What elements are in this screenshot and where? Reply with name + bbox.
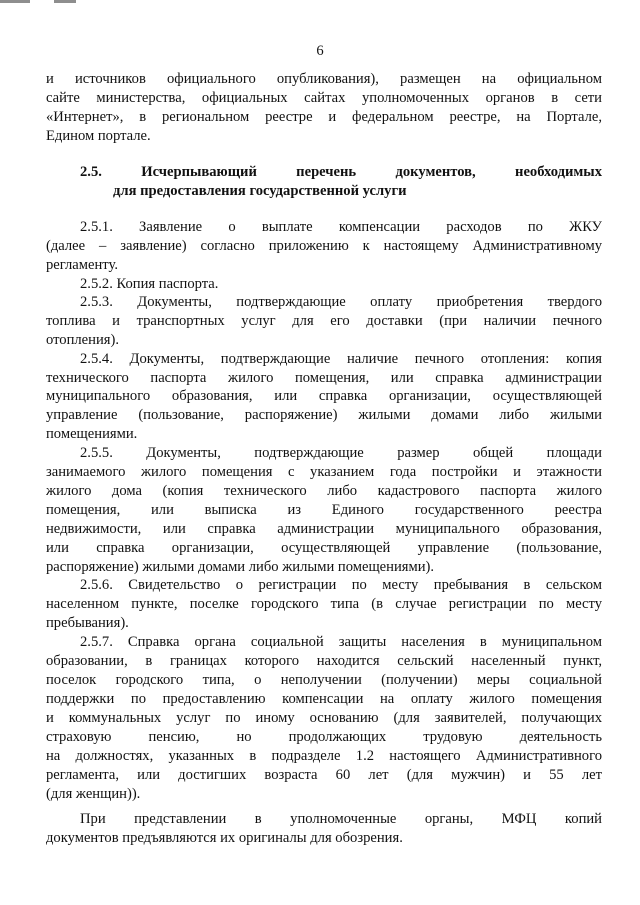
list-item-line: на должностях, указанных в подразделе 1.2 настоящего Административного — [46, 748, 602, 764]
text-line: Едином портале. — [46, 128, 151, 144]
section-heading: 2.5. Исчерпывающий перечень документов, необходимых — [80, 164, 602, 180]
list-item-line: 2.5.4. Документы, подтверждающие наличие печного отопления: копия — [80, 351, 602, 367]
text-line: сайте министерства, официальных сайтах уполномоченных органов в сети — [46, 90, 602, 106]
list-item-line: помещениями. — [46, 426, 138, 442]
list-item-line: распоряжение) жилыми домами либо жилыми помещениями). — [46, 559, 435, 575]
list-item-line: и коммунальных услуг по иному основанию (для заявителей, получающих — [46, 710, 602, 726]
text-line: При представлении в уполномоченные органы, МФЦ копий — [80, 811, 602, 827]
list-item-line: отопления). — [46, 332, 119, 348]
list-item-line: занимаемого жилого помещения с указанием года постройки и этажности — [46, 464, 602, 480]
scan-edge-mark — [0, 0, 30, 3]
list-item-line: 2.5.5. Документы, подтверждающие размер общей площади — [80, 445, 602, 461]
list-item-line: помещения, или выписка из Единого государственного реестра — [46, 502, 602, 518]
list-item-line: или справка организации, осуществляющей управление (пользование, — [46, 540, 602, 556]
list-item-line: (для женщин)). — [46, 786, 141, 802]
text-line: «Интернет», в региональном реестре и федеральном реестре, на Портале, — [46, 109, 602, 125]
page-number: 6 — [316, 43, 324, 59]
list-item-line: (далее – заявление) согласно приложению к настоящему Административному — [46, 238, 602, 254]
text-line: документов предъявляются их оригиналы для обозрения. — [46, 830, 403, 846]
text-line: и источников официального опубликования), размещен на официальном — [46, 71, 602, 87]
list-item-line: образовании, в границах которого находится сельский населенный пункт, — [46, 653, 602, 669]
list-item-line: пребывания). — [46, 615, 129, 631]
list-item-line: управление (пользование, распоряжение) жилыми домами либо жилыми — [46, 407, 602, 423]
list-item-line: страховую пенсию, но продолжающих трудовую деятельность — [46, 729, 602, 745]
list-item-line: регламенту. — [46, 257, 118, 273]
list-item-line: технического паспорта жилого помещения, или справка администрации — [46, 370, 602, 386]
list-item-line: недвижимости, или справка администрации муниципального образования, — [46, 521, 602, 537]
list-item-line: жилого дома (копия технического либо кадастрового паспорта жилого — [46, 483, 602, 499]
list-item-line: 2.5.1. Заявление о выплате компенсации расходов по ЖКУ — [80, 219, 602, 235]
list-item-line: 2.5.3. Документы, подтверждающие оплату приобретения твердого — [80, 294, 602, 310]
list-item-line: поддержки по предоставлению компенсации на оплату жилого помещения — [46, 691, 602, 707]
section-heading: для предоставления государственной услуги — [113, 183, 407, 199]
list-item-line: регламента, или достигших возраста 60 лет (для мужчин) и 55 лет — [46, 767, 602, 783]
scan-edge-mark — [54, 0, 76, 3]
list-item-line: населенном пункте, поселке городского типа (в случае регистрации по месту — [46, 596, 602, 612]
list-item-line: 2.5.7. Справка органа социальной защиты населения в муниципальном — [80, 634, 602, 650]
list-item-line: поселок городского типа, о неполучении (получении) меры социальной — [46, 672, 602, 688]
list-item-line: топлива и транспортных услуг для его доставки (при наличии печного — [46, 313, 602, 329]
list-item-line: 2.5.6. Свидетельство о регистрации по месту пребывания в сельском — [80, 577, 602, 593]
list-item-line: 2.5.2. Копия паспорта. — [80, 276, 219, 292]
list-item-line: муниципального образования, или справка организации, осуществляющей — [46, 388, 602, 404]
